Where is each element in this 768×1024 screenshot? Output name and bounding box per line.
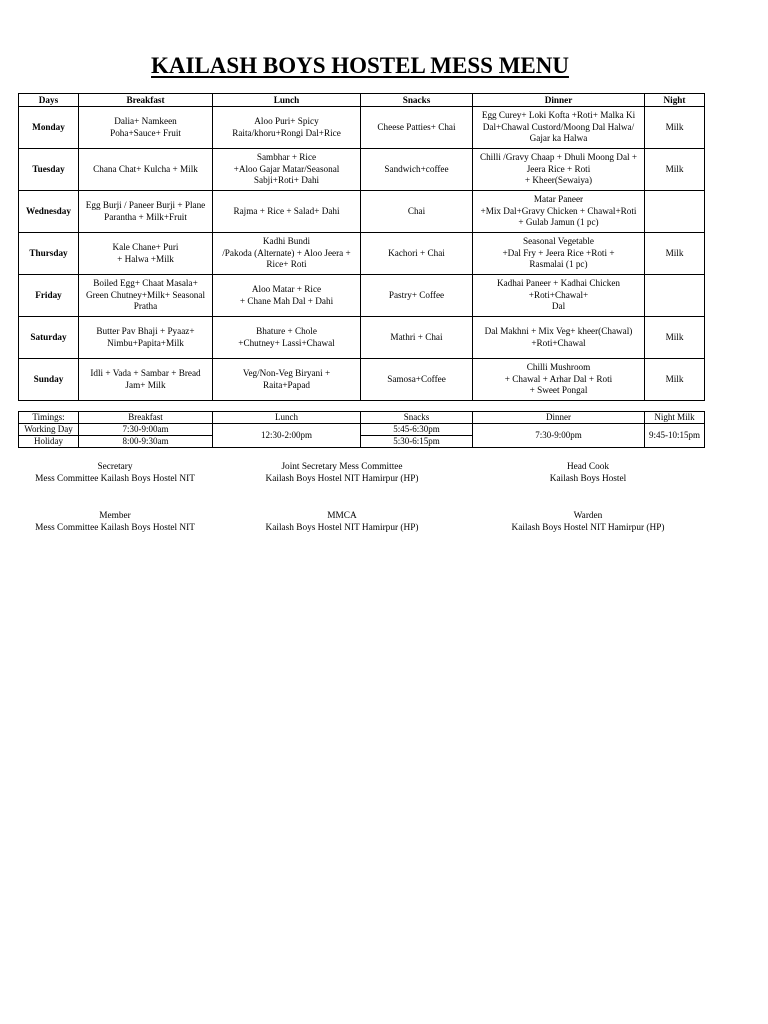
night-milk-time: 9:45-10:15pm [645, 424, 705, 448]
breakfast-cell: Boiled Egg+ Chaat Masala+ Green Chutney+Milk+ Seasonal Pratha [79, 275, 213, 317]
signatory-secretary [10, 461, 220, 485]
snacks-cell: Sandwich+coffee [361, 149, 473, 191]
dinner-cell: Chilli Mushroom + Chawal + Arhar Dal + Roti + Sweet Pongal [473, 359, 645, 401]
signatory-role: Warden [573, 511, 603, 521]
lunch-time: 12:30-2:00pm [213, 424, 361, 448]
timings-header-lunch: Lunch [213, 412, 361, 424]
signatory-mmca [232, 510, 452, 534]
timings-header-dinner: Dinner [473, 412, 645, 424]
holiday-breakfast-time: 8:00-9:30am [79, 436, 213, 448]
title-text: KAILASH BOYS HOSTEL MESS MENU [151, 53, 569, 78]
snacks-cell: Mathri + Chai [361, 317, 473, 359]
breakfast-cell: Butter Pav Bhaji + Pyaaz+ Nimbu+Papita+Milk [79, 317, 213, 359]
dinner-cell: Chilli /Gravy Chaap + Dhuli Moong Dal + Jeera Rice + Roti + Kheer(Sewaiya) [473, 149, 645, 191]
table-row [19, 233, 705, 275]
signatory-role: Member [99, 511, 131, 521]
day-cell: Tuesday [19, 149, 79, 191]
night-cell [645, 191, 705, 233]
table-row [19, 275, 705, 317]
timings-table [18, 411, 705, 448]
page-title [0, 52, 720, 80]
signatory-org: Mess Committee Kailash Boys Hostel NIT [35, 474, 195, 484]
dinner-cell: Seasonal Vegetable +Dal Fry + Jeera Rice +Roti + Rasmalai (1 pc) [473, 233, 645, 275]
night-cell: Milk [645, 359, 705, 401]
lunch-cell: Sambhar + Rice +Aloo Gajar Matar/Seasonal Sabji+Roti+ Dahi [213, 149, 361, 191]
day-cell: Thursday [19, 233, 79, 275]
lunch-cell: Veg/Non-Veg Biryani + Raita+Papad [213, 359, 361, 401]
table-row [19, 359, 705, 401]
breakfast-cell: Kale Chane+ Puri + Halwa +Milk [79, 233, 213, 275]
table-row [19, 149, 705, 191]
lunch-cell: Rajma + Rice + Salad+ Dahi [213, 191, 361, 233]
dinner-cell: Egg Curey+ Loki Kofta +Roti+ Malka Ki Dal+Chawal Custord/Moong Dal Halwa/ Gajar ka Halwa [473, 107, 645, 149]
signatory-member [10, 510, 220, 534]
signatory-warden [478, 510, 698, 534]
lunch-cell: Aloo Matar + Rice + Chane Mah Dal + Dahi [213, 275, 361, 317]
signatory-org: Kailash Boys Hostel NIT Hamirpur (HP) [265, 523, 419, 533]
signatory-org: Kailash Boys Hostel NIT Hamirpur (HP) [511, 523, 665, 533]
holiday-label: Holiday [19, 436, 79, 448]
snacks-cell: Cheese Patties+ Chai [361, 107, 473, 149]
breakfast-cell: Chana Chat+ Kulcha + Milk [79, 149, 213, 191]
snacks-cell: Pastry+ Coffee [361, 275, 473, 317]
dinner-time: 7:30-9:00pm [473, 424, 645, 448]
signatory-org: Kailash Boys Hostel NIT Hamirpur (HP) [265, 474, 419, 484]
timings-label: Timings: [19, 412, 79, 424]
snacks-cell: Chai [361, 191, 473, 233]
timings-header-night-milk: Night Milk [645, 412, 705, 424]
working-day-label: Working Day [19, 424, 79, 436]
timings-header-snacks: Snacks [361, 412, 473, 424]
header-lunch: Lunch [213, 94, 361, 107]
timings-header-row [19, 412, 705, 424]
breakfast-cell: Idli + Vada + Sambar + Bread Jam+ Milk [79, 359, 213, 401]
night-cell: Milk [645, 149, 705, 191]
timings-header-breakfast: Breakfast [79, 412, 213, 424]
snacks-cell: Samosa+Coffee [361, 359, 473, 401]
signatory-role: Head Cook [566, 462, 610, 472]
dinner-cell: Kadhai Paneer + Kadhai Chicken +Roti+Chawal+ Dal [473, 275, 645, 317]
header-snacks: Snacks [361, 94, 473, 107]
table-row [19, 317, 705, 359]
day-cell: Friday [19, 275, 79, 317]
night-cell [645, 275, 705, 317]
day-cell: Wednesday [19, 191, 79, 233]
holiday-snacks-time: 5:30-6:15pm [361, 436, 473, 448]
signatory-role: Joint Secretary Mess Committee [281, 462, 403, 472]
day-cell: Saturday [19, 317, 79, 359]
header-breakfast: Breakfast [79, 94, 213, 107]
lunch-cell: Kadhi Bundi /Pakoda (Alternate) + Aloo Jeera + Rice+ Roti [213, 233, 361, 275]
lunch-cell: Aloo Puri+ Spicy Raita/khoru+Rongi Dal+Rice [213, 107, 361, 149]
dinner-cell: Matar Paneer +Mix Dal+Gravy Chicken + Chawal+Roti + Gulab Jamun (1 pc) [473, 191, 645, 233]
working-day-row [19, 424, 705, 436]
signatory-role: MMCA [327, 511, 357, 521]
night-cell: Milk [645, 317, 705, 359]
signatory-head-cook [478, 461, 698, 485]
signatory-org: Mess Committee Kailash Boys Hostel NIT [35, 523, 195, 533]
breakfast-cell: Dalia+ Namkeen Poha+Sauce+ Fruit [79, 107, 213, 149]
night-cell: Milk [645, 107, 705, 149]
table-row [19, 191, 705, 233]
signatory-joint-secretary [232, 461, 452, 485]
night-cell: Milk [645, 233, 705, 275]
day-cell: Monday [19, 107, 79, 149]
signatory-role: Secretary [97, 462, 133, 472]
breakfast-cell: Egg Burji / Paneer Burji + Plane Parantha + Milk+Fruit [79, 191, 213, 233]
signatory-org: Kailash Boys Hostel [549, 474, 627, 484]
table-row [19, 107, 705, 149]
dinner-cell: Dal Makhni + Mix Veg+ kheer(Chawal) +Roti+Chawal [473, 317, 645, 359]
lunch-cell: Bhature + Chole +Chutney+ Lassi+Chawal [213, 317, 361, 359]
snacks-cell: Kachori + Chai [361, 233, 473, 275]
menu-header-row [19, 94, 705, 107]
day-cell: Sunday [19, 359, 79, 401]
header-night: Night [645, 94, 705, 107]
working-day-snacks-time: 5:45-6:30pm [361, 424, 473, 436]
header-dinner: Dinner [473, 94, 645, 107]
mess-menu-table [18, 93, 705, 401]
header-days: Days [19, 94, 79, 107]
working-day-breakfast-time: 7:30-9:00am [79, 424, 213, 436]
